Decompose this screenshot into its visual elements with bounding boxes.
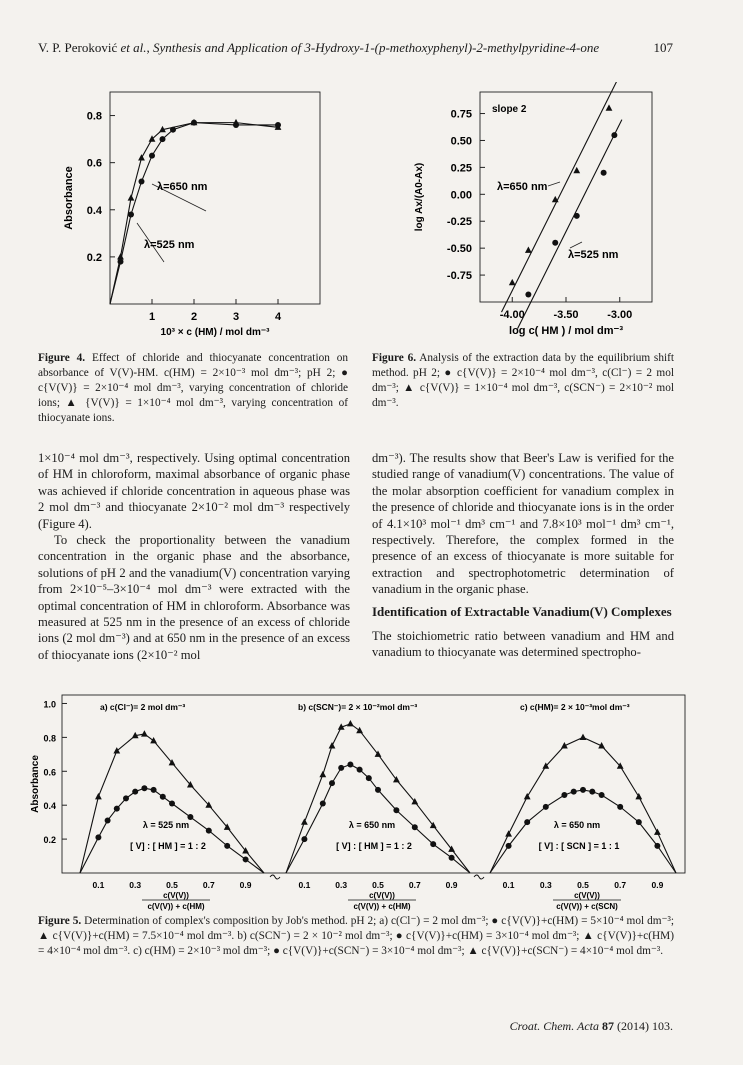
left-paragraph-1: 1×10⁻⁴ mol dm⁻³, respectively. Using optimal concentration of HM in chloroform, maximal absorbance of organic phase was achieved if chloride concentration in aqueous phase was 2 mol dm⁻³ and thiocyanate 2×10⁻² mol dm⁻³ respectively (Figure 4). bbox=[38, 451, 350, 531]
figure-5-series-line bbox=[286, 765, 470, 873]
figure-6-caption bbox=[372, 351, 674, 411]
figure-6-xtick-label: -3.00 bbox=[607, 309, 633, 321]
figure-5-panel-b bbox=[286, 702, 470, 911]
figure-5-point-circle bbox=[654, 843, 660, 849]
figure-5-point-circle bbox=[617, 804, 623, 810]
figure-4-ytick-label: 0.4 bbox=[86, 204, 102, 217]
figure-6-ytick-label: -0.50 bbox=[446, 243, 472, 256]
figure-5-point-circle bbox=[589, 789, 595, 795]
figure-5-point-circle bbox=[599, 792, 605, 798]
figure-5-xtick-label: 0.1 bbox=[502, 880, 515, 890]
figure-4-point-triangle bbox=[128, 194, 135, 200]
figure-4-point-circle bbox=[275, 122, 281, 128]
figure-6-point-triangle bbox=[509, 279, 516, 285]
figure-5-ytick-label: 0.2 bbox=[43, 835, 56, 846]
figure-5-point-circle bbox=[347, 762, 353, 768]
figure-5-point-triangle bbox=[329, 742, 336, 748]
figure-5-xtick-label: 0.3 bbox=[539, 880, 552, 890]
figure-5-point-circle bbox=[543, 804, 549, 810]
figure-5-panel-a bbox=[80, 702, 264, 911]
figure-6-point-circle bbox=[611, 132, 617, 138]
figure-5-ratio: [ V] : [ SCN ] = 1 : 1 bbox=[538, 841, 620, 851]
figure-6-caption-label: Figure 6. bbox=[372, 352, 417, 364]
figure-4-point-triangle bbox=[138, 154, 145, 160]
figure-4-point-circle bbox=[170, 127, 176, 133]
figure-5-point-triangle bbox=[635, 793, 642, 799]
figure-5-xtick-label: 0.7 bbox=[202, 880, 215, 890]
figure-6-ylabel: log Ax/(A0-Ax) bbox=[414, 162, 425, 232]
figure-6-ytick-label: -0.25 bbox=[446, 216, 472, 229]
figure-4-point-circle bbox=[191, 120, 197, 126]
figure-5-point-triangle bbox=[301, 818, 308, 824]
figure-6-fit-line bbox=[502, 82, 617, 312]
figure-5-caption-label: Figure 5. bbox=[38, 915, 82, 927]
figure-4-ytick-label: 0.2 bbox=[86, 251, 102, 264]
figure-5-ytick-label: 0.4 bbox=[43, 801, 56, 812]
figure-4-xlabel: 10³ × c (HM) / mol dm⁻³ bbox=[160, 327, 270, 338]
figure-4-ytick-label: 0.8 bbox=[86, 110, 102, 123]
figure-6-ytick-label: 0.50 bbox=[450, 135, 472, 148]
figure-5-point-circle bbox=[561, 792, 567, 798]
figure-5-point-circle bbox=[430, 841, 436, 847]
figure-6-point-circle bbox=[574, 213, 580, 219]
figure-5-point-triangle bbox=[505, 830, 512, 836]
figure-5-axis-break bbox=[270, 875, 280, 879]
figure-4-point-triangle bbox=[117, 253, 124, 259]
figure-4-chart bbox=[52, 82, 342, 344]
figure-5-xtick-label: 0.1 bbox=[298, 880, 311, 890]
figure-5-xlabel-denominator: c(V(V)) + c(HM) bbox=[147, 902, 205, 911]
figure-5-xtick-label: 0.9 bbox=[445, 880, 458, 890]
figure-5-ytick-label: 0.6 bbox=[43, 767, 56, 778]
figure-5-xtick-label: 0.5 bbox=[372, 880, 384, 890]
figure-5-wavelength: λ = 650 nm bbox=[553, 820, 601, 830]
section-heading: Identification of Extractable Vanadium(V) Complexes bbox=[372, 604, 672, 619]
figure-5-point-circle bbox=[301, 836, 307, 842]
figure-5-ytick-label: 1.0 bbox=[43, 699, 56, 710]
figure-5-panel-title: a) c(Cl⁻)= 2 mol dm⁻³ bbox=[100, 702, 186, 712]
figure-5-ytick-label: 0.8 bbox=[43, 733, 56, 744]
figure-6-fit-line bbox=[518, 120, 622, 329]
figure-5-xtick-label: 0.5 bbox=[577, 880, 589, 890]
figure-5-point-triangle bbox=[150, 737, 157, 743]
figure-5-xtick-label: 0.3 bbox=[335, 880, 348, 890]
figure-4-ytick-label: 0.6 bbox=[86, 157, 102, 170]
figure-6-xtick-label: -4.00 bbox=[499, 309, 525, 321]
figure-5-chart bbox=[28, 692, 688, 914]
figure-6-label2-leader bbox=[570, 242, 582, 248]
figure-5-xtick-label: 0.1 bbox=[92, 880, 105, 890]
figure-6-point-triangle bbox=[606, 104, 613, 110]
figure-5-point-circle bbox=[132, 789, 138, 795]
figure-5-point-triangle bbox=[356, 727, 363, 733]
footer-volume: 87 bbox=[602, 1019, 614, 1033]
figure-5-point-circle bbox=[114, 806, 120, 812]
figure-5-xtick-label: 0.9 bbox=[239, 880, 252, 890]
figure-5-point-triangle bbox=[654, 829, 661, 835]
figure-5-series-line bbox=[490, 737, 676, 873]
figure-4-point-circle bbox=[160, 136, 166, 142]
figure-5-point-circle bbox=[412, 824, 418, 830]
figure-5-xtick-label: 0.7 bbox=[408, 880, 421, 890]
figure-5-point-circle bbox=[338, 765, 344, 771]
figure-4 bbox=[52, 82, 342, 344]
figure-4-caption-label: Figure 4. bbox=[38, 352, 86, 364]
figure-6 bbox=[400, 82, 660, 344]
figure-4-series-line bbox=[110, 123, 278, 304]
figure-6-ytick-label: 0.75 bbox=[450, 108, 472, 121]
figure-5-point-circle bbox=[375, 787, 381, 793]
figure-6-xtick-label: -3.50 bbox=[553, 309, 579, 321]
figure-6-ytick-label: 0.25 bbox=[450, 162, 472, 175]
left-column-text bbox=[38, 450, 350, 663]
figure-5-point-circle bbox=[580, 787, 586, 793]
figure-4-caption-text: Effect of chloride and thiocyanate concentration on absorbance of V(V)-HM. c(HM) = 2×10⁻³ mol dm⁻³; pH 2; ● c{V(V)} = 2×10⁻⁴ mol dm⁻³, varying concentration of chloride ions; ▲ {V(V)} = 1×10⁻⁴ mol dm⁻³, varying concentration of thiocyanate ions. bbox=[38, 352, 349, 424]
figure-5-point-circle bbox=[169, 800, 175, 806]
figure-5-point-circle bbox=[95, 834, 101, 840]
figure-6-frame bbox=[480, 92, 652, 302]
figure-5 bbox=[28, 692, 688, 914]
figure-5-point-circle bbox=[571, 789, 577, 795]
page-footer bbox=[510, 1019, 673, 1034]
figure-5-point-triangle bbox=[319, 771, 326, 777]
right-column-text bbox=[372, 450, 674, 598]
footer-year-page: (2014) 103. bbox=[617, 1019, 673, 1033]
figure-5-xlabel-numerator: c(V(V)) bbox=[163, 891, 189, 900]
running-header: V. P. Peroković et al., Synthesis and Application of 3-Hydroxy-1-(p-methoxyphenyl)-2-methylpyridine-4-one 107 bbox=[38, 40, 673, 55]
figure-4-series-line bbox=[110, 123, 278, 304]
page-number: 107 bbox=[653, 40, 673, 55]
right-column-text-2 bbox=[372, 628, 674, 661]
figure-5-point-circle bbox=[393, 807, 399, 813]
figure-5-ratio: [ V] : [ HM ] = 1 : 2 bbox=[336, 841, 412, 851]
figure-5-point-circle bbox=[449, 855, 455, 861]
figure-5-xlabel-numerator: c(V(V)) bbox=[369, 891, 395, 900]
header-authors: V. P. Peroković bbox=[38, 40, 118, 55]
figure-5-xtick-label: 0.5 bbox=[166, 880, 178, 890]
figure-6-point-triangle bbox=[525, 247, 532, 253]
figure-4-xtick-label: 2 bbox=[190, 311, 198, 323]
figure-4-xtick-label: 1 bbox=[148, 311, 156, 323]
figure-6-point-circle bbox=[552, 240, 558, 246]
figure-5-point-circle bbox=[357, 767, 363, 773]
figure-5-point-circle bbox=[206, 828, 212, 834]
figure-4-point-circle bbox=[118, 259, 124, 265]
figure-5-panel-title: c) c(HM)= 2 × 10⁻³mol dm⁻³ bbox=[520, 702, 630, 712]
figure-5-xtick-label: 0.9 bbox=[651, 880, 664, 890]
figure-5-panel-title: b) c(SCN⁻)= 2 × 10⁻²mol dm⁻³ bbox=[298, 702, 418, 712]
figure-5-series-line bbox=[490, 790, 676, 873]
footer-journal: Croat. Chem. Acta bbox=[509, 1019, 599, 1033]
header-et-al: et al. bbox=[120, 40, 147, 55]
figure-4-label-525: λ=525 nm bbox=[144, 239, 195, 251]
figure-5-point-triangle bbox=[580, 734, 587, 740]
figure-5-caption bbox=[38, 914, 674, 959]
figure-6-ytick-label: -0.75 bbox=[446, 270, 472, 283]
figure-5-point-triangle bbox=[347, 720, 354, 726]
figure-4-xtick-label: 4 bbox=[274, 311, 282, 323]
figure-5-xlabel-denominator: c(V(V)) + c(HM) bbox=[353, 902, 411, 911]
figure-6-ytick-label: 0.00 bbox=[450, 189, 472, 202]
figure-6-point-circle bbox=[525, 291, 531, 297]
figure-5-point-circle bbox=[243, 856, 249, 862]
figure-6-chart bbox=[400, 82, 660, 344]
figure-5-point-circle bbox=[224, 843, 230, 849]
figure-4-point-circle bbox=[128, 211, 134, 217]
figure-5-xtick-label: 0.7 bbox=[614, 880, 627, 890]
header-journal-title: Synthesis and Application of 3-Hydroxy-1-(p-methoxyphenyl)-2-methylpyridine-4-one bbox=[152, 40, 600, 55]
figure-6-xlabel: log c( HM ) / mol dm⁻³ bbox=[509, 325, 623, 337]
figure-4-point-circle bbox=[139, 179, 145, 185]
figure-5-point-circle bbox=[320, 800, 326, 806]
left-paragraph-2: To check the proportionality between the vanadium concentration in the organic phase and the absorbance, solutions of pH 2 and the vanadium(V) concentration varying from 2×10⁻⁵–3×10⁻⁴ mol dm⁻³ were extracted with the optimal concentration of HM in chloroform. Absorbance was measured at 525 nm in the presence of an excess of chloride ions (2 mol dm⁻³) and at 650 nm in the presence of an excess of thiocyanate ions (2×10⁻² mol bbox=[38, 533, 350, 662]
figure-5-wavelength: λ = 650 nm bbox=[348, 820, 396, 830]
figure-4-xtick-label: 3 bbox=[232, 311, 240, 323]
figure-5-point-triangle bbox=[141, 730, 148, 736]
figure-5-axis-break bbox=[474, 875, 484, 879]
figure-5-point-circle bbox=[366, 775, 372, 781]
figure-4-point-circle bbox=[149, 153, 155, 159]
figure-5-xtick-label: 0.3 bbox=[129, 880, 142, 890]
figure-5-wavelength: λ = 525 nm bbox=[142, 820, 190, 830]
figure-5-point-triangle bbox=[524, 793, 531, 799]
figure-4-ylabel: Absorbance bbox=[63, 166, 75, 230]
right-paragraph-2: The stoichiometric ratio between vanadium and HM and vanadium to thiocyanate was determined spectropho- bbox=[372, 629, 674, 660]
figure-6-label-525: λ=525 nm bbox=[568, 249, 619, 261]
figure-5-point-circle bbox=[141, 785, 147, 791]
figure-5-point-circle bbox=[160, 794, 166, 800]
figure-5-point-circle bbox=[636, 819, 642, 825]
figure-5-point-circle bbox=[506, 843, 512, 849]
figure-6-point-circle bbox=[601, 170, 607, 176]
figure-5-xlabel-denominator: c(V(V)) + c(SCN) bbox=[556, 902, 618, 911]
figure-6-slope: slope 2 bbox=[492, 104, 527, 115]
figure-5-ratio: [ V] : [ HM ] = 1 : 2 bbox=[130, 841, 206, 851]
right-paragraph-1: dm⁻³). The results show that Beer's Law is verified for the studied range of vanadium(V) concentrations. The value of the molar absorption coefficient for vanadium complex in the presence of chloride and thiocyanate ions is in the order of 4.1×10³ mol⁻¹ dm³ cm⁻¹ and 7.8×10³ mol⁻¹ dm³ cm⁻¹, respectively. Therefore, the complex formed in the presence of an excess of thiocyanate is more suitable for extraction and spectrophotometric determination of vanadium in the organic phase. bbox=[372, 451, 674, 597]
figure-4-point-circle bbox=[233, 122, 239, 128]
figure-5-point-circle bbox=[524, 819, 530, 825]
figure-5-xlabel-numerator: c(V(V)) bbox=[574, 891, 600, 900]
figure-5-point-triangle bbox=[113, 747, 120, 753]
figure-5-caption-text: Determination of complex's composition by Job's method. pH 2; a) c(Cl⁻) = 2 mol dm⁻³; ● c{V(V)}+c(HM) = 5×10⁻⁴ mol dm⁻³; ▲ c{V(V)}+c(HM) = 7.5×10⁻⁴ mol dm⁻³. b) c(SCN⁻) = 2 × 10⁻² mol dm⁻³; ● c{V(V)}+c(HM) = 3×10⁻⁴ mol dm⁻³; ▲ c{V(V)}+c(HM) = 4×10⁻⁴ mol dm⁻³. c) c(HM) = 2×10⁻³ mol dm⁻³; ● c{V(V)}+c(SCN⁻) = 3×10⁻⁴ mol dm⁻³; ▲ c{V(V)}+c(SCN⁻) = 4×10⁻⁴ mol dm⁻³. bbox=[38, 915, 674, 957]
figure-5-point-circle bbox=[329, 780, 335, 786]
figure-5-point-circle bbox=[123, 795, 129, 801]
figure-5-point-circle bbox=[151, 787, 157, 793]
figure-6-label-650: λ=650 nm bbox=[497, 181, 548, 193]
figure-5-ylabel: Absorbance bbox=[30, 755, 41, 813]
figure-4-label-650: λ=650 nm bbox=[157, 181, 208, 193]
figure-6-label1-leader bbox=[548, 182, 560, 186]
figure-5-panel-c bbox=[490, 702, 676, 911]
figure-6-point-triangle bbox=[573, 167, 580, 173]
figure-5-point-triangle bbox=[95, 793, 102, 799]
figure-6-caption-text: Analysis of the extraction data by the equilibrium shift method. pH 2; ● c{V(V)} = 2×10⁻⁴ mol dm⁻³, c(Cl⁻) = 2 mol dm⁻³; ▲ c{V(V)} = 1×10⁻⁴ mol dm⁻³, c(SCN⁻) = 2×10⁻² mol dm⁻³. bbox=[372, 352, 675, 409]
figure-4-caption bbox=[38, 351, 348, 426]
figure-5-point-circle bbox=[105, 817, 111, 823]
